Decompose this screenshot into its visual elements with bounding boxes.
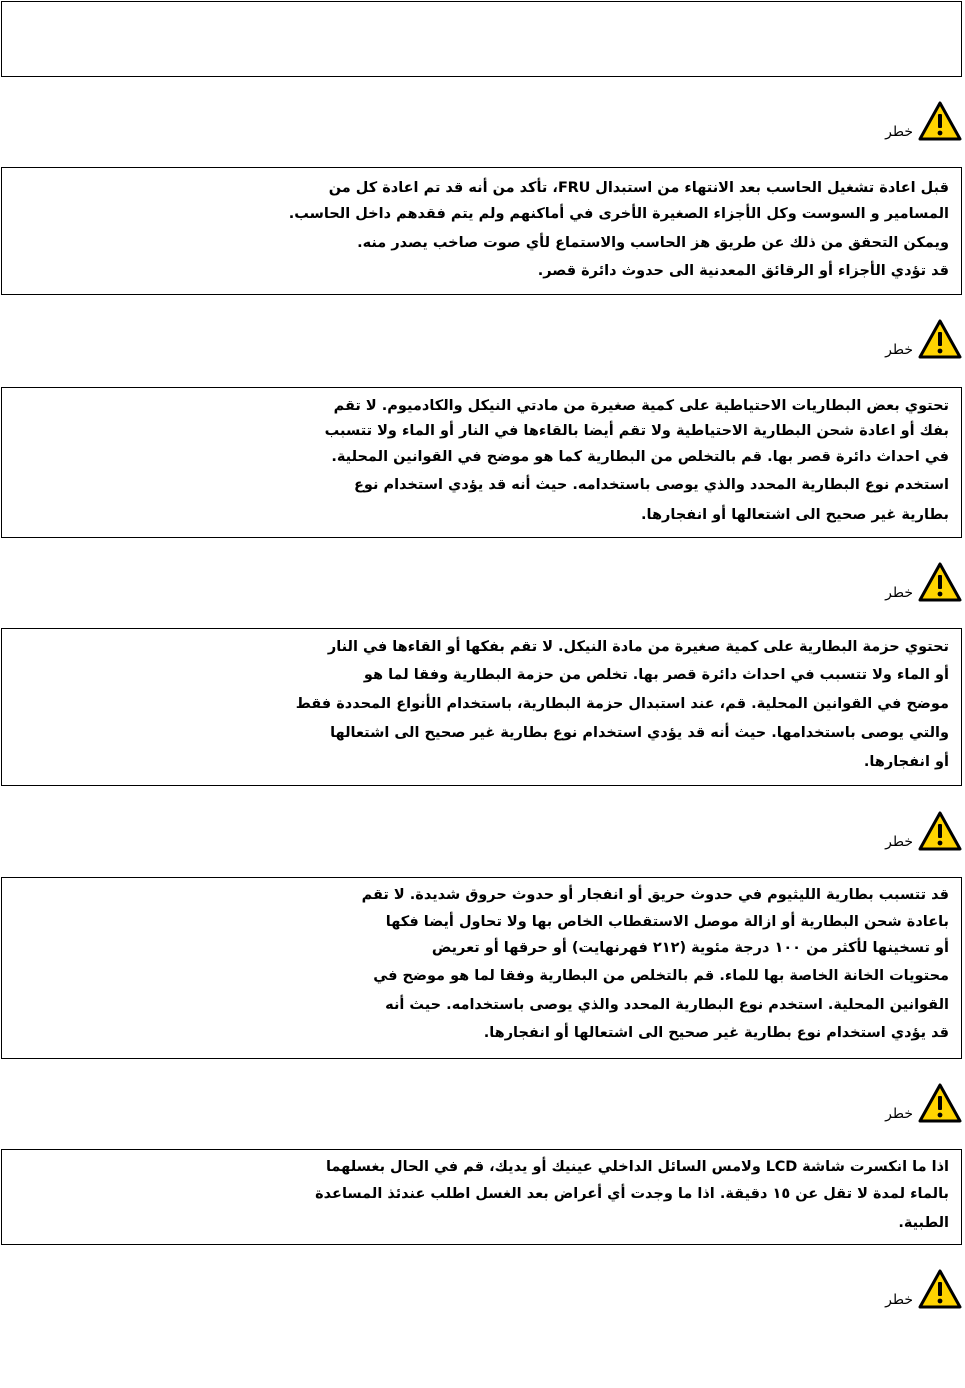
danger-heading [843,561,963,603]
notice-box-backup-battery [1,387,962,538]
text-line: استخدم نوع البطارية المحدد والذي يوصى باستخدامه. حيث أنه قد يؤدي استخدام نوع [353,477,949,493]
text-line: باعادة شحن البطارية أو ازالة موصل الاستقطاب الخاص بها ولا تحاول أيضا فكها [385,914,949,930]
danger-heading [843,318,963,360]
text-line: اذا ما انكسرت شاشة LCD ولامس السائل الداخلي عينيك أو يديك، قم في الحال بغسلهما [325,1159,949,1175]
text-line: محتويات الخانة الخاصة بها للماء. قم بالتخلص من البطارية وفقا لما هو موضح في [373,968,949,984]
danger-heading [843,810,963,852]
text-line: قد تؤدي الأجزاء أو الرقائق المعدنية الى حدوث دائرة قصر. [537,263,949,279]
notice-box-battery-pack [1,628,962,786]
danger-label: خطر [885,124,913,140]
text-line: بفك أو اعادة شحن البطارية الاحتياطية ولا تقم أيضا بالقاءها في النار أو الماء ولا تتسبب [324,423,949,439]
danger-label: خطر [885,585,913,601]
notice-box-top [1,1,962,77]
warning-triangle-icon [917,810,963,852]
notice-box-lithium-battery [1,877,962,1059]
text-line: أو تسخينها لأكثر من ١٠٠ درجة مئوية (٢١٢ فهرنهايت) أو حرقها أو تعريض [431,940,949,956]
danger-label: خطر [885,834,913,850]
warning-triangle-icon [917,561,963,603]
text-line: الطبية. [898,1215,949,1231]
text-line: قد يؤدي استخدام نوع بطارية غير صحيح الى اشتعالها أو انفجارها. [483,1025,949,1041]
danger-heading [843,100,963,142]
danger-label: خطر [885,1292,913,1308]
danger-label: خطر [885,342,913,358]
text-line: تحتوي بعض البطاريات الاحتياطية على كمية صغيرة من مادتي النيكل والكادميوم. لا تقم [333,398,949,414]
text-line: القوانين المحلية. استخدم نوع البطارية المحدد والذي يوصى باستخدامه. حيث أنه [385,997,949,1013]
warning-triangle-icon [917,100,963,142]
text-line: قد تتسبب بطارية الليثيوم في حدوث حريق أو انفجار أو حدوث حروق شديدة. لا تقم [361,887,949,903]
text-line: ويمكن التحقق من ذلك عن طريق هز الحاسب والاستماع لأي صوت صاخب يصدر منه. [357,235,949,251]
danger-label: خطر [885,1106,913,1122]
text-line: في احداث دائرة قصر بها. قم بالتخلص من البطارية كما هو موضح في القوانين المحلية. [331,449,949,465]
text-line: بطارية غير صحيح الى اشتعالها أو انفجارها. [641,507,949,523]
danger-heading [843,1268,963,1310]
warning-triangle-icon [917,1082,963,1124]
text-line: تحتوي حزمة البطارية على كمية صغيرة من مادة النيكل. لا تقم بفكها أو القاءها في النار [327,639,949,655]
notice-box-lcd [1,1149,962,1245]
text-line: المسامير و السوست وكل الأجزاء الصغيرة الأخرى في أماكنهم ولم يتم فقدهم داخل الحاسب. [288,206,949,222]
text-line: موضح في القوانين المحلية. قم، عند استبدال حزمة البطارية، باستخدام الأنواع المحددة فقط [295,696,949,712]
warning-triangle-icon [917,1268,963,1310]
text-line: أو الماء ولا تتسبب في احداث دائرة قصر بها. تخلص من حزمة البطارية وفقا لما هو [363,667,949,683]
text-line: قبل اعادة تشغيل الحاسب بعد الانتهاء من استبدال FRU، تأكد من أنه قد تم اعادة كل من [328,180,949,196]
text-line: والتي يوصى باستخدامها. حيث أنه قد يؤدي استخدام نوع بطارية غير صحيح الى اشتعالها [330,725,949,741]
notice-box-fru [1,167,962,295]
text-line: بالماء لمدة لا تقل عن ١٥ دقيقة. اذا ما وجدت أي أعراض بعد الغسل اطلب عندئذ المساعدة [315,1186,949,1202]
text-line: أو انفجارها. [863,754,949,770]
danger-heading [843,1082,963,1124]
warning-triangle-icon [917,318,963,360]
